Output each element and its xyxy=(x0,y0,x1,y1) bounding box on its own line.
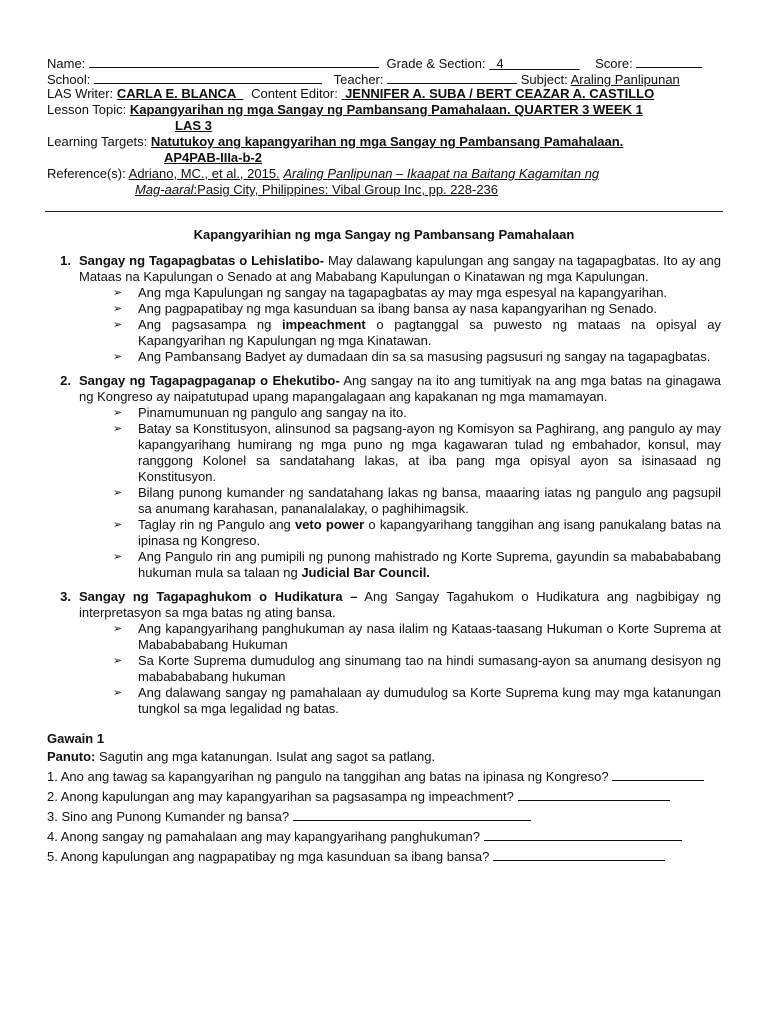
bullet-text xyxy=(138,653,721,685)
grade-field[interactable] xyxy=(489,56,579,71)
question-item xyxy=(47,787,721,807)
bullet-item xyxy=(113,685,721,717)
name-field[interactable] xyxy=(89,54,379,68)
section-number: 3. xyxy=(60,589,71,604)
bullet-text xyxy=(138,421,721,485)
targets-label: Learning Targets: xyxy=(47,134,148,149)
name-label: Name: xyxy=(47,56,86,71)
section-text: May dalawang kapulungan ang sangay na tagapagbatas. Ito ay ang Mataas na Kapulungan o Senado at ang Mababang Kapulungan o Kinatawan ng mga Kapulungan. xyxy=(79,253,721,284)
sections-list xyxy=(47,253,721,717)
targets-value: Natutukoy ang kapangyarihan ng mga Sangay ng Pambansang Pamahalaan. xyxy=(150,134,624,149)
instructions-label: Panuto: xyxy=(47,749,96,764)
targets-code: AP4PAB-IIIa-b-2 xyxy=(164,150,262,165)
section-number: 1. xyxy=(60,253,71,268)
header-line-6 xyxy=(47,134,724,150)
bullet-text xyxy=(138,685,721,717)
writer-value: CARLA E. BLANCA xyxy=(116,86,237,101)
bullet-item xyxy=(113,549,721,581)
bullet-text-part: Bilang punong kumander ng sandatahang lakas ng bansa, maaaring iatas ng pangulo ang pagsupil sa anumang karahasan, pananalalakay, o paghihimagsik. xyxy=(138,485,721,516)
bullet-text-part: Ang dalawang sangay ng pamahalaan ay dumudulog sa Korte Suprema kung may mga katanungan tungkol sa mga legalidad ng batas. xyxy=(138,685,721,716)
ref-title: Araling Panlipunan – Ikaapat na Baitang Kagamitan ng xyxy=(283,166,600,181)
bullet-item xyxy=(113,405,721,421)
section-paragraph xyxy=(71,253,721,285)
answer-blank[interactable] xyxy=(518,787,670,801)
bullet-text-part: Sa Korte Suprema dumudulog ang sinumang tao na hindi sumasang-ayon sa anumang desisyon ng mababababang hukuman xyxy=(138,653,721,684)
arrow-bullet-icon: ➢ xyxy=(113,319,123,331)
bullet-item xyxy=(113,285,721,301)
lesson-title: Kapangyarihian ng mga Sangay ng Pambansang Pamahalaan xyxy=(193,227,575,242)
arrow-bullet-icon: ➢ xyxy=(113,351,123,363)
section-title: Sangay ng Tagapagpaganap o Ehekutibo- xyxy=(79,373,340,388)
question-text: 1. Ano ang tawag sa kapangyarihan ng pangulo na tanggihan ang batas na ipinasa ng Kongreso? xyxy=(47,769,613,784)
arrow-bullet-icon: ➢ xyxy=(113,487,123,499)
section-heading xyxy=(47,253,721,285)
bullet-text xyxy=(138,285,721,301)
question-text: 2. Anong kapulungan ang may kapangyarihan sa pagsasampa ng impeachment? xyxy=(47,789,518,804)
bullet-item xyxy=(113,301,721,317)
header-block xyxy=(47,54,724,198)
score-field[interactable] xyxy=(636,54,702,68)
ref-authors: Adriano, MC., et al., 2015. xyxy=(128,166,280,181)
answer-blank[interactable] xyxy=(293,807,531,821)
question-item xyxy=(47,767,721,787)
answer-blank[interactable] xyxy=(493,847,665,861)
bullet-text-part: Taglay rin ng Pangulo ang xyxy=(138,517,295,532)
bullet-emphasis: impeachment xyxy=(281,317,366,332)
bullet-item xyxy=(113,653,721,685)
questions-list xyxy=(47,767,721,867)
section-3 xyxy=(47,589,721,717)
grade-label: Grade & Section: xyxy=(386,56,486,71)
arrow-bullet-icon: ➢ xyxy=(113,687,123,699)
subject-value: Araling Panlipunan xyxy=(570,72,680,87)
bullet-text-part: Ang pagsasampa ng xyxy=(138,317,282,332)
bullet-emphasis: Judicial Bar Council. xyxy=(301,565,430,580)
question-text: 4. Anong sangay ng pamahalaan ang may kapangyarihang panghukuman? xyxy=(47,829,484,844)
ref-label: Reference(s): xyxy=(47,166,126,181)
bullet-text xyxy=(138,549,721,581)
teacher-field[interactable] xyxy=(387,70,517,84)
school-field[interactable] xyxy=(94,70,322,84)
arrow-bullet-icon: ➢ xyxy=(113,623,123,635)
bullet-text-part: Ang kapangyarihang panghukuman ay nasa ilalim ng Kataas-taasang Hukuman o Korte Suprema at Mababababang Hukuman xyxy=(138,621,721,652)
activity-instructions xyxy=(47,749,721,765)
instructions-text: Sagutin ang mga katanungan. Isulat ang sagot sa patlang. xyxy=(95,749,436,764)
activity-block xyxy=(47,731,721,867)
section-paragraph xyxy=(71,589,721,621)
writer-label: LAS Writer: xyxy=(47,86,114,101)
header-divider xyxy=(45,211,723,212)
section-text: Ang sangay na ito ang tumitiyak na ang mga batas na ginagawa ng Kongreso ay naipatutupad upang mapangalagaan ang kapakanan ng mga mamamayan. xyxy=(79,373,722,404)
section-number: 2. xyxy=(60,373,71,388)
teacher-label: Teacher: xyxy=(333,72,384,87)
question-text: 3. Sino ang Punong Kumander ng bansa? xyxy=(47,809,293,824)
arrow-bullet-icon: ➢ xyxy=(113,551,123,563)
bullet-text-part: o kapangyarihang tanggihan ang isang panukalang batas na ipinasa ng Kongreso. xyxy=(138,517,722,548)
bullet-text-part: Pinamumunuan ng pangulo ang sangay na ito. xyxy=(138,405,407,420)
bullet-text xyxy=(138,517,721,549)
header-line-8 xyxy=(47,166,724,182)
bullet-emphasis: veto power xyxy=(294,517,365,532)
bullet-text xyxy=(138,349,721,365)
header-line-7 xyxy=(47,150,724,166)
bullet-text xyxy=(138,621,721,653)
header-line-9 xyxy=(47,182,724,198)
arrow-bullet-icon: ➢ xyxy=(113,423,123,435)
section-heading xyxy=(47,589,721,621)
bullet-text xyxy=(138,317,721,349)
section-paragraph xyxy=(71,373,721,405)
answer-blank[interactable] xyxy=(484,827,682,841)
header-line-1 xyxy=(47,54,724,70)
bullet-item xyxy=(113,421,721,485)
bullet-text-part: Ang Pangulo rin ang pumipili ng punong mahistrado ng Korte Suprema, gayundin sa mababababang hukuman mula sa talaan ng xyxy=(138,549,721,580)
arrow-bullet-icon: ➢ xyxy=(113,287,123,299)
school-label: School: xyxy=(47,72,91,87)
grade-value: 4 xyxy=(496,56,504,71)
answer-blank[interactable] xyxy=(612,767,704,781)
bullet-text xyxy=(138,301,721,317)
editor-label: Content Editor: xyxy=(251,86,338,101)
subject-label: Subject: xyxy=(520,72,568,87)
bullet-text xyxy=(138,405,721,421)
ref-title-cont: Mag-aaral xyxy=(135,182,194,197)
bullet-text-part: Batay sa Konstitusyon, alinsunod sa pagsang-ayon ng Komisyon sa Paghirang, ang pangulo ay may kapangyarihang humirang ng mga puno ng mga kagawaran tulad ng embahador, konsul, may ranggong Kolonel sa sandatahang lakas, at iba pang mga opisyal ayon sa isinasaad ng Konstitusyon. xyxy=(138,421,721,484)
bullet-item xyxy=(113,517,721,549)
bullet-text-part: Ang Pambansang Badyet ay dumadaan din sa sa masusing pagsusuri ng sangay na tagapagbatas. xyxy=(138,349,711,364)
bullet-text xyxy=(138,485,721,517)
header-line-3 xyxy=(47,86,724,102)
section-1 xyxy=(47,253,721,365)
section-title: Sangay ng Tagapaghukom o Hudikatura – xyxy=(79,589,358,604)
ref-publisher: :Pasig City, Philippines: Vibal Group Inc, pp. 228-236 xyxy=(193,182,499,197)
header-line-4 xyxy=(47,102,724,118)
question-item xyxy=(47,827,721,847)
bullet-item xyxy=(113,349,721,365)
bullet-item xyxy=(113,621,721,653)
arrow-bullet-icon: ➢ xyxy=(113,655,123,667)
header-line-5 xyxy=(47,118,724,134)
section-heading xyxy=(47,373,721,405)
header-line-2 xyxy=(47,70,724,86)
topic-value-cont: LAS 3 xyxy=(175,118,212,133)
topic-label: Lesson Topic: xyxy=(47,102,127,117)
question-item xyxy=(47,847,721,867)
bullet-item xyxy=(113,317,721,349)
section-title: Sangay ng Tagapagbatas o Lehislatibo- xyxy=(79,253,325,268)
question-text: 5. Anong kapulungan ang nagpapatibay ng mga kasunduan sa ibang bansa? xyxy=(47,849,493,864)
bullet-text-part: Ang mga Kapulungan ng sangay na tagapagbatas ay may mga espesyal na kapangyarihan. xyxy=(138,285,668,300)
arrow-bullet-icon: ➢ xyxy=(113,303,123,315)
question-item xyxy=(47,807,721,827)
editor-value: JENNIFER A. SUBA / BERT CEAZAR A. CASTILLO xyxy=(345,86,655,101)
bullet-text-part: Ang pagpapatibay ng mga kasunduan sa ibang bansa ay nasa kapangyarihan ng Senado. xyxy=(138,301,657,316)
section-2 xyxy=(47,373,721,581)
bullet-text-part: o pagtanggal sa puwesto ng mataas na opisyal ay Kapangyarihan ng Kapulungan ng mga Kinatawan. xyxy=(138,317,721,348)
arrow-bullet-icon: ➢ xyxy=(113,519,123,531)
section-text: Ang Sangay Tagahukom o Hudikatura ang nagbibigay ng interpretasyon sa mga batas ng ating bansa. xyxy=(79,589,721,620)
score-label: Score: xyxy=(595,56,633,71)
lesson-body xyxy=(47,227,721,867)
arrow-bullet-icon: ➢ xyxy=(113,407,123,419)
topic-value: Kapangyarihan ng mga Sangay ng Pambansang Pamahalaan. QUARTER 3 WEEK 1 xyxy=(129,102,643,117)
bullet-item xyxy=(113,485,721,517)
activity-title: Gawain 1 xyxy=(47,731,105,746)
